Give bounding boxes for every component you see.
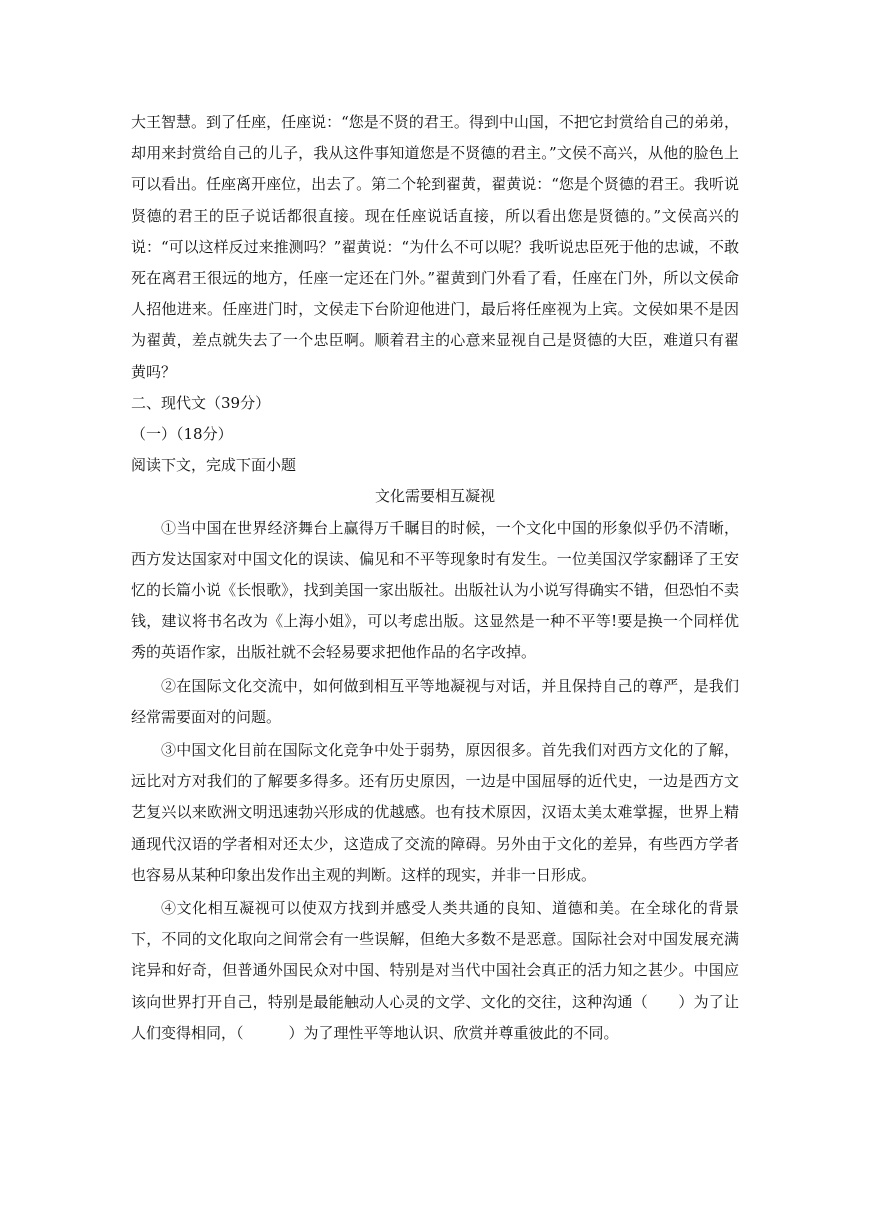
article-paragraph-4: ④文化相互凝视可以使双方找到并感受人类共通的良知、道德和美。在全球化的背景下，不同的文化取向之间常会有一些误解，但绝大多数不是恶意。国际社会对中国发展充满诧异和好奇，但普通外国民众对中国、特别是对当代中国社会真正的活力知之甚少。中国应该向世界打开自己，特别是最能触动人心灵的文学、文化的交往，这种沟通（ ）为了让人们变得相同，（ ）为了理性平等地认识、欣赏并尊重彼此的不同。 (131, 899, 739, 1042)
reading-instruction: 阅读下文，完成下面小题 (131, 456, 297, 475)
classical-translation-paragraph: 大王智慧。到了任座，任座说：“您是不贤的君王。得到中山国，不把它封赏给自己的弟弟，却用来封赏给自己的儿子，我从这件事知道您是不贤德的君主。”文侯不高兴，从他的脸色上可以看出。任座离开座位，出去了。第二个轮到翟黄，翟黄说：“您是个贤德的君王。我听说贤德的君王的臣子说话都很直接。现在任座说话直接，所以看出您是贤德的。”文侯高兴的说：“可以这样反过来推测吗？”翟黄说：“为什么不可以呢？我听说忠臣死于他的忠诚，不敢死在离君王很远的地方，任座一定还在门外。”翟黄到门外看了看，任座在门外，所以文侯命人招他进来。任座进门时，文侯走下台阶迎他进门，最后将任座视为上宾。文侯如果不是因为翟黄，差点就失去了一个忠臣啊。顺着君主的心意来显视自己是贤德的大臣，难道只有翟黄吗？ (131, 113, 740, 381)
document-page (131, 107, 739, 1049)
section-heading: 二、现代文（39分） (131, 393, 271, 412)
article-paragraph-3: ③中国文化目前在国际文化竞争中处于弱势，原因很多。首先我们对西方文化的了解，远比对方对我们的了解要多得多。还有历史原因，一边是中国屈辱的近代史，一边是西方文艺复兴以来欧洲文明迅速勃兴形成的优越感。也有技术原因，汉语太美太难掌握，世界上精通现代汉语的学者相对还太少，这造成了交流的障碍。另外由于文化的差异，有些西方学者也容易从某种印象出发作出主观的判断。这样的现实，并非一日形成。 (131, 741, 739, 884)
article-paragraph-1: ①当中国在世界经济舞台上赢得万千瞩目的时候，一个文化中国的形象似乎仍不清晰，西方发达国家对中国文化的误读、偏见和不平等现象时有发生。一位美国汉学家翻译了王安忆的长篇小说《长恨歌》，找到美国一家出版社。出版社认为小说写得确实不错，但恐怕不卖钱，建议将书名改为《上海小姐》，可以考虑出版。这显然是一种不平等!要是换一个同样优秀的英语作家，出版社就不会轻易要求把他作品的名字改掉。 (131, 518, 739, 662)
subsection-heading: （一）（18分） (131, 425, 233, 444)
article-paragraph-2: ②在国际文化交流中，如何做到相互平等地凝视与对话，并且保持自己的尊严，是我们经常需要面对的问题。 (131, 676, 739, 726)
article-title: 文化需要相互凝视 (374, 487, 495, 506)
